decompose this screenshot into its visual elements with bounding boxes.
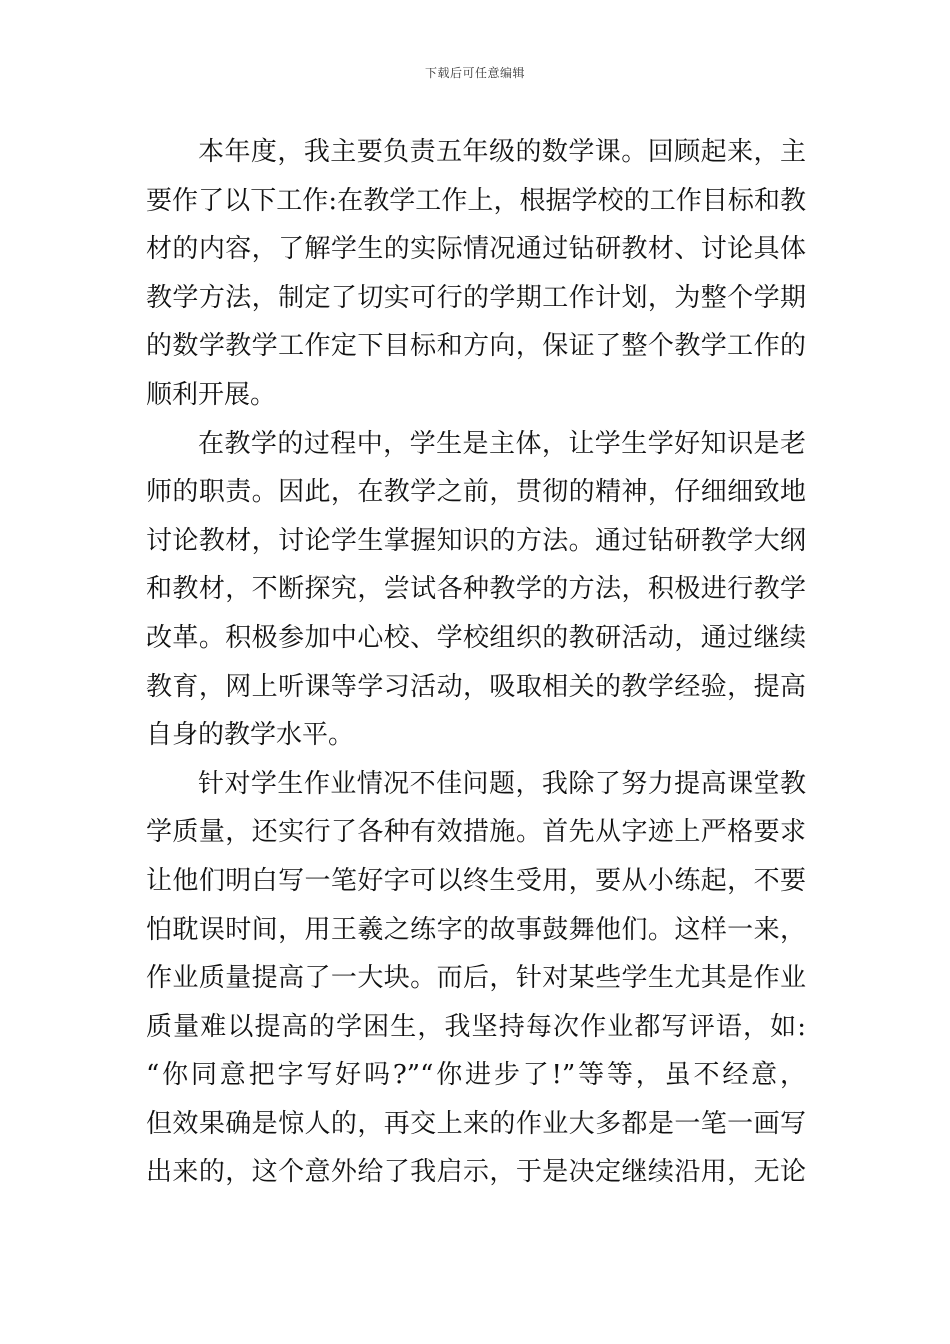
text-line: 作业质量提高了一大块。而后，针对某些学生尤其是作业 (146, 963, 806, 994)
paragraph-1 (146, 128, 806, 420)
text-line: 学质量，还实行了各种有效措施。首先从字迹上严格要求 (146, 817, 806, 848)
page-header: 下载后可任意编辑 (424, 66, 525, 80)
text-line: 改革。积极参加中心校、学校组织的教研活动，通过继续 (146, 622, 806, 653)
text-line: 但效果确是惊人的，再交上来的作业大多都是一笔一画写 (146, 1108, 806, 1139)
text-line: 在教学的过程中，学生是主体，让学生学好知识是老 (198, 428, 806, 459)
text-line: 让他们明白写一笔好字可以终生受用，要从小练起，不要 (146, 865, 806, 896)
paragraph-2 (146, 420, 806, 760)
text-line: 自身的教学水平。 (146, 720, 355, 751)
text-line: 针对学生作业情况不佳问题，我除了努力提高课堂教 (198, 768, 806, 799)
document-body (146, 128, 806, 1197)
text-line: 要作了以下工作:在教学工作上，根据学校的工作目标和教 (146, 185, 806, 216)
text-line: 本年度，我主要负责五年级的数学课。回顾起来，主 (198, 137, 806, 167)
text-line: 讨论教材，讨论学生掌握知识的方法。通过钻研教学大纲 (146, 525, 806, 556)
text-line: 出来的，这个意外给了我启示，于是决定继续沿用，无论 (146, 1157, 806, 1188)
text-line: “你同意把字写好吗?”“你进步了!”等等，虽不经意， (146, 1060, 806, 1091)
paragraph-3 (146, 760, 806, 1197)
text-line: 顺利开展。 (146, 379, 277, 410)
text-line: 教育，网上听课等学习活动，吸取相关的教学经验，提高 (146, 671, 806, 702)
text-line: 和教材，不断探究，尝试各种教学的方法，积极进行教学 (146, 574, 806, 605)
text-line: 材的内容，了解学生的实际情况通过钻研教材、讨论具体 (146, 234, 806, 265)
text-line: 教学方法，制定了切实可行的学期工作计划，为整个学期 (146, 282, 806, 313)
text-line: 的数学教学工作定下目标和方向，保证了整个教学工作的 (146, 331, 806, 362)
text-line: 怕耽误时间，用王羲之练字的故事鼓舞他们。这样一来， (146, 914, 806, 945)
text-line: 质量难以提高的学困生，我坚持每次作业都写评语，如: (146, 1011, 806, 1042)
text-line: 师的职责。因此，在教学之前，贯彻的精神，仔细细致地 (146, 477, 806, 508)
